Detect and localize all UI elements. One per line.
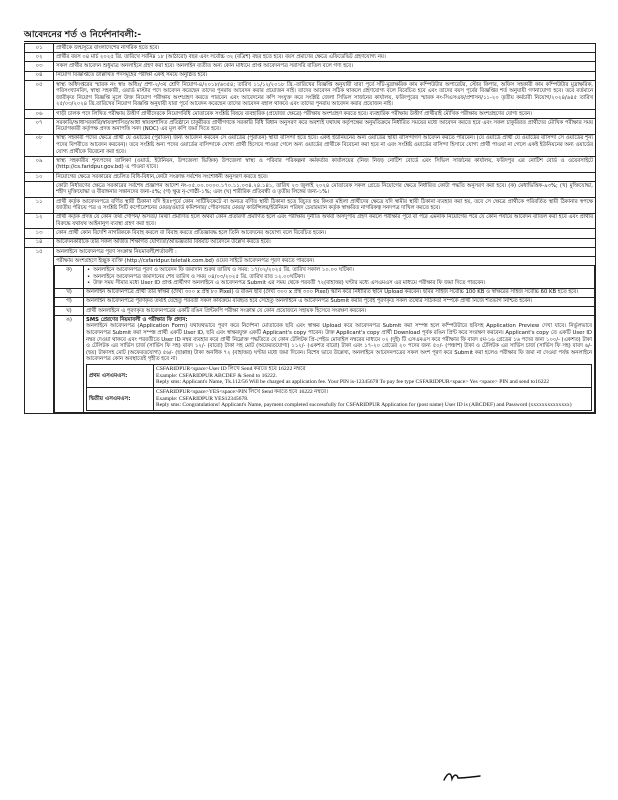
- rule-number: ১২: [25, 213, 54, 229]
- rule-number: ০৬: [25, 109, 54, 118]
- sub-row-kha: [55, 288, 595, 297]
- sub-row-ga: [55, 297, 595, 306]
- bullet-item: • অনলাইনে আবেদনপত্র জমাদানের শেষ তারিখ ও সময় ০৪/০৩/২০২৫ খ্রি. তারিখ রাত ১২.০০ঘটিকা।: [86, 274, 592, 281]
- rule-number: ১১: [25, 197, 54, 213]
- sms-content: [154, 388, 592, 411]
- sub-label: ঘ): [55, 306, 84, 315]
- rule-text: প্রার্থীকে জন্মসূত্রে বাংলাদেশের নাগরিক হতে হবে।: [54, 44, 596, 53]
- rule-text: সকল প্রার্থীর আবেদন শুধুমাত্র অনলাইনে গ্রহণ করা হবে। অনলাইন ব্যতীত অন্য কোন মাধ্যমে প্রাপ্ত আবেদনপত্র সরাসরি বাতিল বলে গণ্য হবে।: [54, 62, 596, 71]
- rule-number: ০১: [25, 44, 54, 53]
- rule-number: ১০: [25, 172, 54, 181]
- rule-row: [25, 80, 596, 109]
- rule-15-content: [54, 247, 596, 413]
- rule-row: [25, 118, 596, 134]
- rule-text: নিয়োগের ক্ষেত্রে সরকারের প্রচলিত বিধি-বিধান,কোটা সংক্রান্ত সর্বশেষ সংশোধনী অনুসরণ করতে হবে।: [54, 172, 596, 181]
- rule-text: স্বাস্থ্য সহকারী পদের ক্ষেত্রে প্রার্থী যে ওয়ার্ডের (পুরাতন) জন্য আবেদন করবেন সে ওয়ার্ডের (পুরাতন) স্থায়ী বাসিন্দা হতে হবে। একই ইউনিয়নের অন্য ওয়ার্ডের স্থায়ী বাসিন্দাগণ আবেদন করতে পারবেন। (যে ওয়ার্ডে প্রার্থী যে ওয়ার্ডের বাসিন্দা সে ওয়ার্ডের শূন্য পদের বিপরীতে আবেদন করবেন)। তবে সংশ্লিষ্ট অন্য পদের ওয়ার্ডের বাসিন্দাকে যোগ্য প্রার্থী হিসেবে পাওয়া গেলে অন্য ওয়ার্ডের প্রার্থীকে বিবেচনা করা হবে না এবং সংশ্লিষ্ট ওয়ার্ডের বাসিন্দা হিসাবে যোগ্য প্রার্থী পাওয়া না গেলে একই ইউনিয়নের অন্য ওয়ার্ডের যোগ্য প্রার্থীকে বিবেচনা করা হবে।: [54, 134, 596, 156]
- sub-content-ka: [84, 266, 595, 288]
- rule-number: ১৫: [25, 247, 54, 413]
- sms-row-second: [87, 388, 592, 411]
- rule-row: [25, 213, 596, 229]
- rule-text: আবেদনকারীকে তার সকল অর্জিত শিক্ষাগত যোগ্যতা/অভিজ্ঞতার বিষয়টি আবেদনে উল্লেখ করতে হবে।: [54, 238, 596, 247]
- rule-row: [25, 157, 596, 173]
- rule-text: স্বাস্থ্য সহকারীর শূন্যপদের তালিকা (ওয়ার্ড, ইউনিয়ন, উপজেলা ভিত্তিক) উপজেলা স্বাস্থ্য ও পরিবার পরিকল্পনা কর্মকর্তার কার্যালয়ের (নিজ নিজ) নোটিশ বোর্ডে এবং সিভিল সার্জনের কার্যালয়, ফরিদপুর এর নোটিশ বোর্ড ও ওয়েবসাইটে (http://cs.faridpur.gov.bd) এ পাওয়া যাবে।: [54, 157, 596, 173]
- rule-row-15: [25, 247, 596, 413]
- rule-number: ০৭: [25, 118, 54, 134]
- sms-title: SMS প্রেরণের নিয়মাবলী ও পরীক্ষার ফি প্রদান:: [86, 316, 188, 323]
- rule-number: ১৩: [25, 229, 54, 238]
- sms-row-first: [87, 365, 592, 388]
- sms-label: দ্বিতীয় এসএমএস:: [87, 388, 154, 411]
- sms-table: [86, 364, 592, 411]
- rule-text: কোটা নির্ধারণের ক্ষেত্রে সরকারের সর্বশেষ প্রজ্ঞাপন আদেশ নং-০৫.০০.০০০০.১৭০.১১.০৩৪.২৪.১৪১, তারিখ ২৩ জুলাই ২০২৪ মোতাবেক সকল গ্রেডে নিয়োগের ক্ষেত্রে নির্ধারিত কোটা পদ্ধতি অনুসরণ করা হবে। (ক) মেধাভিত্তিক-৯৩%; (খ) মুক্তিযোদ্ধা, শহীদ মুক্তিযোদ্ধা ও বীরাঙ্গনার সন্তানদের জন্য-৫%; (গ) ক্ষুদ্র নৃ-গোষ্ঠী-১%; এবং (ঘ) শারীরিক প্রতিবন্ধী ও তৃতীয় লিঙ্গের জন্য-১%।: [54, 182, 596, 198]
- sub-row-ka: [55, 266, 595, 288]
- sms-line: Example: CSFARIDPUR YES12345678.: [156, 395, 249, 402]
- rule-row: [25, 109, 596, 118]
- rule-15-title: অনলাইনে আবেদনপত্র পূরণ সংক্রান্ত নিয়মাবলী/শর্তাবলী :: [56, 248, 177, 255]
- bullet-item: • উক্ত সময় সীমার মধ্যে User ID প্রাপ্ত প্রার্থীগণ অনলাইনে এ আবেদনপত্র Submit এর সময় থেকে পরবর্তী ৭২(বাহাত্তর) ঘণ্টার মধ্যে এসএমএস এর মাধ্যমে পরীক্ষার ফি জমা দিতে পারবেন।: [86, 280, 592, 287]
- rule-row: [25, 229, 596, 238]
- rule-number: ০৯: [25, 157, 54, 173]
- rule-15-subtable: [54, 265, 595, 413]
- sms-content: [154, 365, 592, 388]
- rules-table: [24, 43, 596, 414]
- sub-row-uma: [55, 316, 595, 413]
- sub-content-ga: অনলাইন আবেদনপত্রে পূরণকৃত তথ্যই যেহেতু পরবর্তী সকল কার্যক্রমে ব্যবহৃত হবে সেহেতু অনলাইনে এ আবেদনপত্র Submit করার পূর্বেই পূরণকৃত সকল তথ্যের সঠিকতা সম্পর্কে প্রার্থী নিজে শতভাগ নিশ্চিত হবেন।: [84, 297, 595, 306]
- signature-mark: [442, 768, 482, 784]
- sms-instructions: অনলাইনে আবেদনপত্র (Application Form) যথাযথভাবে পূরণ করে নির্দেশনা মোতাবেক ছবি এবং স্বাক্ষর Upload করে আবেদনপত্র Submit করা সম্পন্ন হলে কম্পিউটারে ছবিসহ Application Preview দেখা যাবে। নির্ভুলভাবে আবেদনপত্র Submit করা সম্পন্ন প্রার্থী একটি User ID, ছবি এবং স্বাক্ষরযুক্ত একটি Applicant's copy পাবেন। উক্ত Applicant's copy প্রার্থী Download পূর্বক রঙিন প্রিন্ট করে সংরক্ষণ করবেন। Applicant's copy তে একটি User ID নম্বর দেওয়া থাকবে এবং পরবর্তীতে User ID নম্বর ব্যবহার করে প্রার্থী নিম্নোক্ত পদ্ধতিতে যে কোন টেলিটক প্রি-পেইড মোবাইল নম্বরের মাধ্যমে ০২ (দুই) টি এসএমএস করে পরীক্ষার ফি বাবদ ৫ম-১৬ গ্রেডের ১৬ পদের জন্য ১০০/- (একশত) টাকা ও টেলিটক এর সার্ভিস চার্জ (সার্ভিস ফি সহ) বাবদ ১২/- (বারো) টাকা সহ মোট (অফেরতযোগ্য) ১১২/- (একশত বারো) টাকা এবং ১৭-২০ গ্রেডের ২০ পদের জন্য ৫০/- (পঞ্চাশ) টাকা ও টেলিটক এর সার্ভিস চার্জ (সার্ভিস ফি সহ) বাবদ ৬/- (ছয়) টাকাসহ মোট (অফেরতযোগ্য) ৫৬/- (ছাপ্পান্ন) টাকা অনধিক ৭২ (বাহাত্তর) ঘণ্টার মধ্যে জমা দিবেন। বিশেষ ভাবে উল্লেখ্য, অনলাইনে আবেদনপত্রের সকল অংশ পূরণ করে Submit করা হলেও পরীক্ষার ফি জমা না দেওয়া পর্যন্ত অনলাইনে আবেদনপত্র কোন অবস্থাতেই গৃহীত হবে না।: [86, 323, 592, 363]
- rule-number: [25, 182, 54, 198]
- sub-row-gha: [55, 306, 595, 315]
- rule-row: [25, 71, 596, 80]
- rule-text: নিয়োগ বিজ্ঞপ্তিতে উল্লিখিত পদসমূহের পরীক্ষা একই সময়ে অনুষ্ঠিত হবে।: [54, 71, 596, 80]
- sub-content-kha: অনলাইন আবেদনপত্রে প্রার্থী তার স্বাক্ষর (দৈর্ঘ্য ৩০০ x প্রস্থ ৮০ Pixel) ও রঙিন ছবি (দৈর্ঘ্য ৩০০ x প্রস্থ ৩০০ Pixel) স্ক্যান করে নির্ধারিত স্থানে Upload করবেন। ছবির সাইজ সর্বোচ্চ 100 KB ও স্বাক্ষরের সাইজ সর্বোচ্চ 60 KB হতে হবে।: [84, 288, 595, 297]
- sub-label: ঙ): [55, 316, 84, 413]
- rule-text: গাড়ী চালক পদে লিখিত পরীক্ষায় উত্তীর্ণ প্রার্থীদেরকে নিয়োগবিধি মোতাবেক সংশ্লিষ্ট বিষয়ে ব্যবহারিক (প্রযোজ্য ক্ষেত্রে) পরীক্ষায় অংশগ্রহণ করতে হবে। ব্যবহারিক পরীক্ষায় উত্তীর্ণ প্রার্থীরাই মৌখিক পরীক্ষায় অংশগ্রহণের যোগ্য হবেন।: [54, 109, 596, 118]
- rule-text: কোন প্রার্থী কোন বিদেশি নাগরিককে বিবাহ করলে বা বিবাহ করতে প্রতিজ্ঞাবদ্ধ হলে তিনি আবেদনের অযোগ্য বলে বিবেচিত হবেন।: [54, 229, 596, 238]
- rule-text: প্রার্থীর বয়স ০৪ মার্চ ২০২৫ খ্রি. তারিখে সর্বনিম্ন ১৮ (আঠারো) বছর এবং সর্বোচ্চ ৩২ (বত্রিশ) বছর হতে হবে। বয়স প্রমাণের ক্ষেত্রে এফিডেভিট গ্রহণযোগ্য নয়।: [54, 53, 596, 62]
- sub-label: ক): [55, 266, 84, 288]
- rule-row: [25, 134, 596, 156]
- rule-text: সরকারি/আধাসরকারি/স্বায়ত্তশাসিত/আধা স্বায়ত্তশাসিত প্রতিষ্ঠানে চাকুরীরত প্রার্থীগণকে সরকারি বিধি বিধান অনুসরণ করে অবশ্যই যথাযথ কর্তৃপক্ষের অনুমতিক্রমে নির্ধারিত সময়ের মধ্যে আবেদন করতে হবে এবং সকল চাকুরিরত প্রার্থীদের মৌখিক পরীক্ষার সময় নিয়োগকারী কর্তৃপক্ষ প্রদত্ত অনাপত্তি সনদ (NOC) এর মূল কপি জমা দিতে হবে।: [54, 118, 596, 134]
- rule-row: [25, 53, 596, 62]
- page-heading: আবেদনের শর্ত ও নির্দেশনাবলী:-: [24, 30, 142, 40]
- rule-number: ০৫: [25, 80, 54, 109]
- sms-line: CSFARIDPUR<space>YES<space>PIN লিখে Send করতে হবে 16222 নম্বরে।: [156, 388, 329, 395]
- rule-text: প্রার্থী কর্তৃক আবেদনপত্রে বর্ণিত স্থায়ী ঠিকানা যদি ইতঃপূর্বে কোন সার্টিফিকেটে বা অন্যত্র বর্ণিত স্থায়ী ঠিকানা হতে বিচ্যুত হয় কিংবা মহিলা প্রার্থীদের ক্ষেত্রে যদি স্বামীর স্থায়ী ঠিকানা ব্যবহার করা হয়, তবে সে ক্ষেত্রে প্রার্থীকে পরিবর্তিত স্থায়ী ঠিকানার স্বপক্ষে জাতীয় পরিচয় পত্র ও সংশ্লিষ্ট সিটি কর্পোরেশনের মেয়র/ওয়ার্ড কমিশনার/ পৌরসভার মেয়র/ কাউন্সিলর/ইউনিয়ন পরিষদ চেয়ারম্যান কর্তৃক স্বাক্ষরিত নাগরিকত্ব সনদপত্র দাখিল করতে হবে।: [54, 197, 596, 213]
- rule-row: [25, 62, 596, 71]
- sms-line: Reply sms: Congratulations! Applicant's Name, payment completed successfully for CSFARIDPUR Application for (post name) User ID is (ABCDEF) and Password (xxxxxxxxxxxxxx): [156, 402, 572, 409]
- rule-row: [25, 44, 596, 53]
- rule-number: ০৩: [25, 62, 54, 71]
- rule-number: ১৪: [25, 238, 54, 247]
- rule-number: ০৮: [25, 134, 54, 156]
- rule-row: [25, 238, 596, 247]
- sub-label: খ): [55, 288, 84, 297]
- rule-15-intro: পরীক্ষায় অংশগ্রহণে ইচ্ছুক ব্যক্তি (http://csfaridpur.teletalk.com.bd) ওয়েব সাইটে আবেদনপত্র পূরণ করতে পারবেন।: [54, 256, 595, 265]
- rule-row: [25, 172, 596, 181]
- sms-line: Reply sms: Applicant's Name, Tk.112/56 Will be charged as application fee. Your PIN is-12345678 To pay fee type CSFARIDPUR<space> Yes <space> PIN and send to16222: [156, 379, 550, 386]
- sms-line: Example: CSFARIDPUR ABCDEF & Send to 16222.: [156, 372, 277, 379]
- sms-label: প্রথম এসএমএস:: [87, 365, 154, 388]
- bullet-item: • অনলাইনে আবেদনপত্র পূরণ ও আবেদন ফি জমাদান শুরুর তারিখ ও সময়: ১৭/০২/২০২৫ খ্রি. তারিখ সকাল ১০.০০ ঘটিকা।: [86, 267, 592, 274]
- rule-text: স্বাস্থ্য অধিদপ্তরের স্মারক নং স্বাঃ অধিঃ/ প্রশা-২/৩য় শ্রেণি নিয়োগ-৪/২০১৮/৬৩৫৪; তারিখ ১১/১২/২০১৮ খ্রি.-তারিখের বিজ্ঞপ্তি অনুযায়ী যারা পূর্বে সাঁট-মুদ্রাক্ষরিক কাম কম্পিউটার অপারেটর, স্টোর কিপার, অফিস সহকারী কাম কম্পিউটার মুদ্রাক্ষরিক, পরিসংখ্যানবিদ, স্বাস্থ্য সহকারী, ওয়ার্ড মাস্টার পদে আবেদন করেছেন তাদের পুনরায় আবেদন করার প্রয়োজন নাই। তাদের আবেদন সঠিক থাকলে গ্রহণযোগ্য বলে বিবেচিত হবে এবং তাদের বয়স পূর্বের বিজ্ঞপ্তির শর্ত অনুযায়ী গণনাযোগ্য হবে। তবে বর্তমানে জারীকৃত নিয়োগ বিজ্ঞপ্তি মূলে উক্ত নিয়োগ পরীক্ষায় অংশগ্রহণ করতে পারবেন এবং আবেদনের কপি সংযুক্ত করে সংশ্লিষ্ট জেলা সিভিল সার্জনের কার্যালয়, ফরিদপুরের স্মারক নং-সিএসএফ/প্রশাসন/১১-২০ তৃতীয় কর্মচারী নিয়োগ/২০২৪/৬৪৫ তারিখ ২৫/০৩/২০২৪ খ্রি.তারিখের নিয়োগ বিজ্ঞপ্তি অনুযায়ী যারা পূর্বে আবেদন করেছেন তাদের আবেদন বহাল থাকবে এবং তাদের পুনরায় আবেদন করার প্রয়োজন নাই।: [54, 80, 596, 109]
- rule-number: ০২: [25, 53, 54, 62]
- sub-content-uma: [84, 316, 595, 413]
- sub-label: গ): [55, 297, 84, 306]
- rule-number: ০৪: [25, 71, 54, 80]
- rule-text: প্রার্থী কর্তৃক প্রদত্ত যে কোন তথ্য গোপন/ অসত্য/ মিথ্যা প্রমাণিত হলে অথবা কোন প্রতারণা প্রমাণিত হলে এবং পরীক্ষায় দুর্নীতি অথবা অসদুপায় গ্রহণ করলে পরীক্ষার পূর্বে বা পরে এমনকি নিয়োগের পরে যে কোন পর্যায়ে আবেদন বাতিল করা হবে এবং প্রার্থীর বিরুদ্ধে যথাযথ আইনানুগ ব্যবস্থা গ্রহণ করা হবে।: [54, 213, 596, 229]
- sms-line: CSFARIDPUR<space>User ID লিখে Send করতে হবে 16222 নম্বরে: [156, 365, 306, 372]
- rule-row: [25, 182, 596, 198]
- sub-content-gha: প্রার্থী অনলাইনে এ পূরণকৃত আবেদনপত্রের একটি রঙিন প্রিন্টকপি পরীক্ষা সংক্রান্ত যে কোন প্রয়োজনে সহায়ক হিসেবে সংরক্ষণ করবেন।: [84, 306, 595, 315]
- rule-row: [25, 197, 596, 213]
